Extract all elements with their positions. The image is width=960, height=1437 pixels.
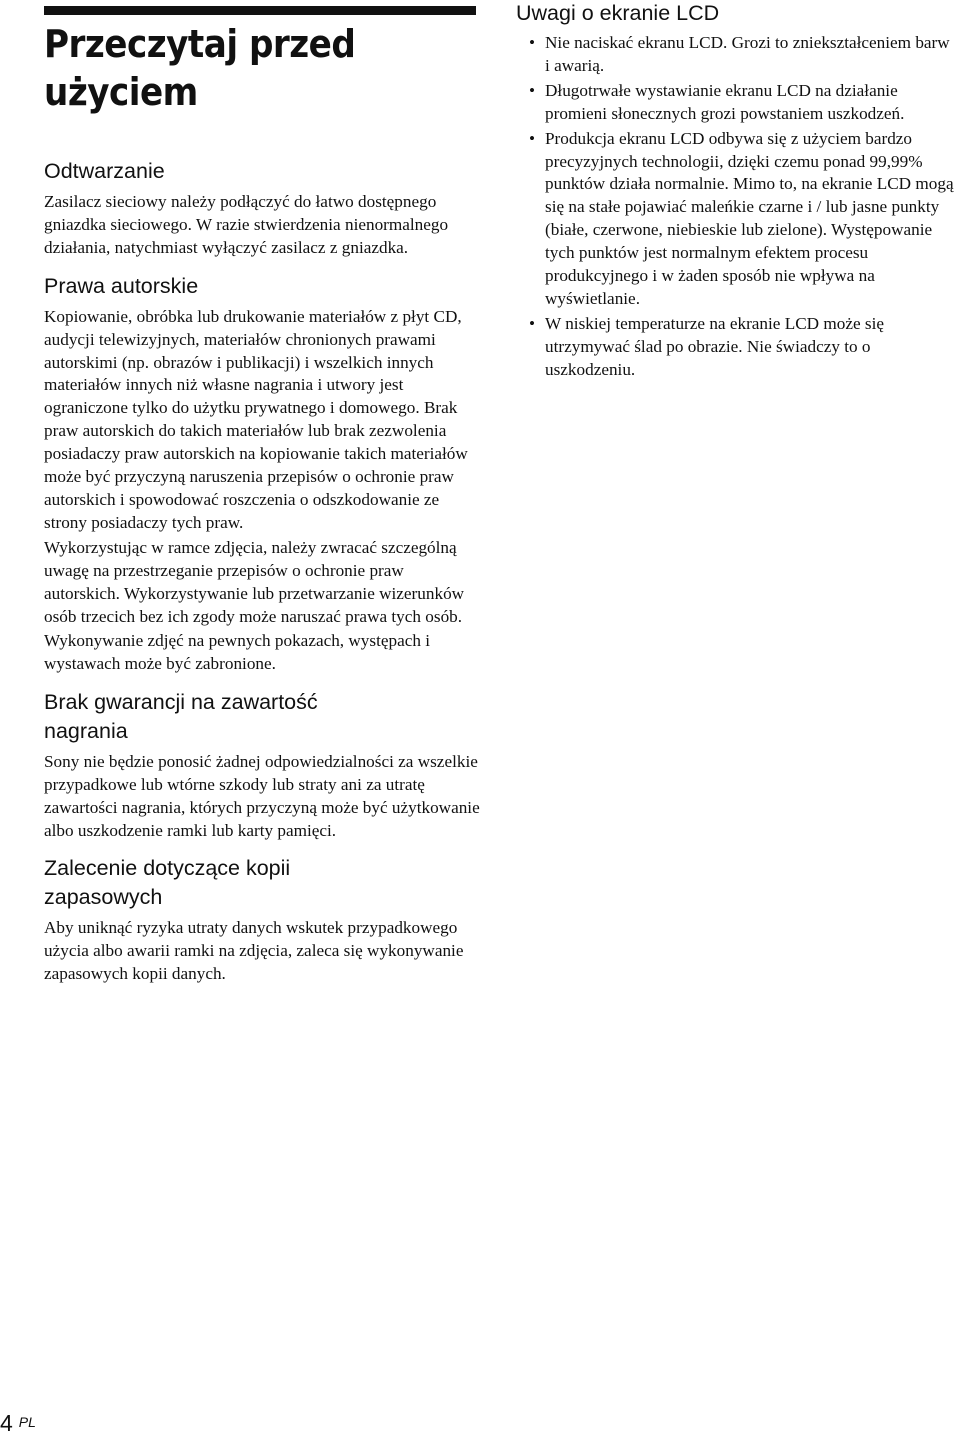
page-number: 4	[0, 1410, 13, 1436]
page-language: PL	[18, 1414, 36, 1430]
list-item	[516, 313, 956, 382]
heading-line-2: zapasowych	[44, 884, 163, 909]
list-item-text: Długotrwałe wystawianie ekranu LCD na działanie promieni słonecznych grozi powstaniem uszkodzeń.	[545, 80, 905, 123]
section-heading-prawa-autorskie: Prawa autorskie	[44, 273, 199, 298]
list-item	[516, 32, 956, 78]
bullet-icon: •	[529, 33, 536, 52]
lcd-notes-list	[516, 32, 956, 382]
heading-line-1: Brak gwarancji na zawartość	[44, 690, 318, 715]
paragraph-prawa-3: Wykonywanie zdjęć na pewnych pokazach, występach i wystawach może być zabronione.	[44, 631, 431, 674]
section-prawa-autorskie	[44, 272, 480, 677]
left-column	[44, 20, 480, 986]
section-heading-brak-gwarancji	[44, 688, 480, 746]
bullet-icon: •	[529, 128, 536, 148]
section-heading-zalecenie	[44, 854, 480, 912]
section-heading-lcd: Uwagi o ekranie LCD	[516, 1, 720, 25]
paragraph-zalecenie: Aby uniknąć ryzyka utraty danych wskutek przypadkowego użycia albo awarii ramki na zdjęcia, zaleca się wykonywanie zapasowych kopii danych.	[44, 917, 464, 983]
section-heading-odtwarzanie: Odtwarzanie	[44, 159, 165, 183]
paragraph-odtwarzanie: Zasilacz sieciowy należy podłączyć do łatwo dostępnego gniazdka sieciowego. W razie stwierdzenia nienormalnego działania, natychmiast wyłączyć zasilacz z gniazdka.	[44, 192, 449, 257]
heading-line-1: Zalecenie dotyczące kopii	[44, 855, 291, 880]
page-footer	[0, 1410, 36, 1437]
bullet-icon: •	[529, 313, 536, 333]
title-rule	[44, 6, 476, 15]
paragraph-prawa-1: Kopiowanie, obróbka lub drukowanie materiałów z płyt CD, audycji telewizyjnych, materiałów chronionych prawami autorskimi (np. obrazów i publikacji) i wszelkich innych materiałów innych niż własne nagrania i utwory jest ograniczone tylko do użytku prywatnego i domowego. Brak praw autorskich do takich materiałów lub brak zezwolenia posiadaczy praw autorskich na kopiowanie takich materiałów może być przyczyną naruszenia przepisów o ochronie praw autorskich i spowodować roszczenia o odszkodowanie ze strony posiadaczy tych praw.	[44, 306, 468, 532]
section-brak-gwarancji	[44, 688, 480, 843]
page-title-line-2: użyciem	[44, 70, 198, 114]
list-item	[516, 128, 956, 311]
section-odtwarzanie	[44, 157, 480, 260]
page-title	[44, 20, 480, 116]
paragraph-brak-gwarancji: Sony nie będzie ponosić żadnej odpowiedzialności za wszelkie przypadkowe lub wtórne szkody lub straty ani za utratę zawartości nagrania, których przyczyną może być użytkowanie albo uszkodzenie ramki lub karty pamięci.	[44, 752, 480, 840]
right-column	[516, 0, 956, 384]
list-item-text: W niskiej temperaturze na ekranie LCD może się utrzymywać ślad po obrazie. Nie świadczy to o uszkodzeniu.	[545, 313, 884, 379]
list-item-text: Nie naciskać ekranu LCD. Grozi to zniekształceniem barw i awarią.	[545, 33, 950, 75]
bullet-icon: •	[529, 80, 536, 100]
page-title-line-1: Przeczytaj przed	[44, 22, 356, 66]
list-item-text: Produkcja ekranu LCD odbywa się z użyciem bardzo precyzyjnych technologii, dzięki czemu ponad 99,99% punktów działa normalnie. Mimo to, na ekranie LCD mogą się na stałe pojawiać maleńkie czarne i / lub jasne punkty (białe, czerwone, niebieskie lub zielone). Występowanie tych punktów jest normalnym efektem procesu produkcyjnego i w żaden sposób nie wpływa na wyświetlanie.	[545, 128, 954, 308]
paragraph-prawa-2: Wykorzystując w ramce zdjęcia, należy zwracać szczególną uwagę na przestrzeganie przepisów o ochronie praw autorskich. Wykorzystywanie lub przetwarzanie wizerunków osób trzecich bez ich zgody może naruszać prawa tych osób.	[44, 537, 465, 626]
section-zalecenie-kopii	[44, 854, 480, 986]
list-item	[516, 80, 956, 126]
heading-line-2: nagrania	[44, 719, 128, 744]
